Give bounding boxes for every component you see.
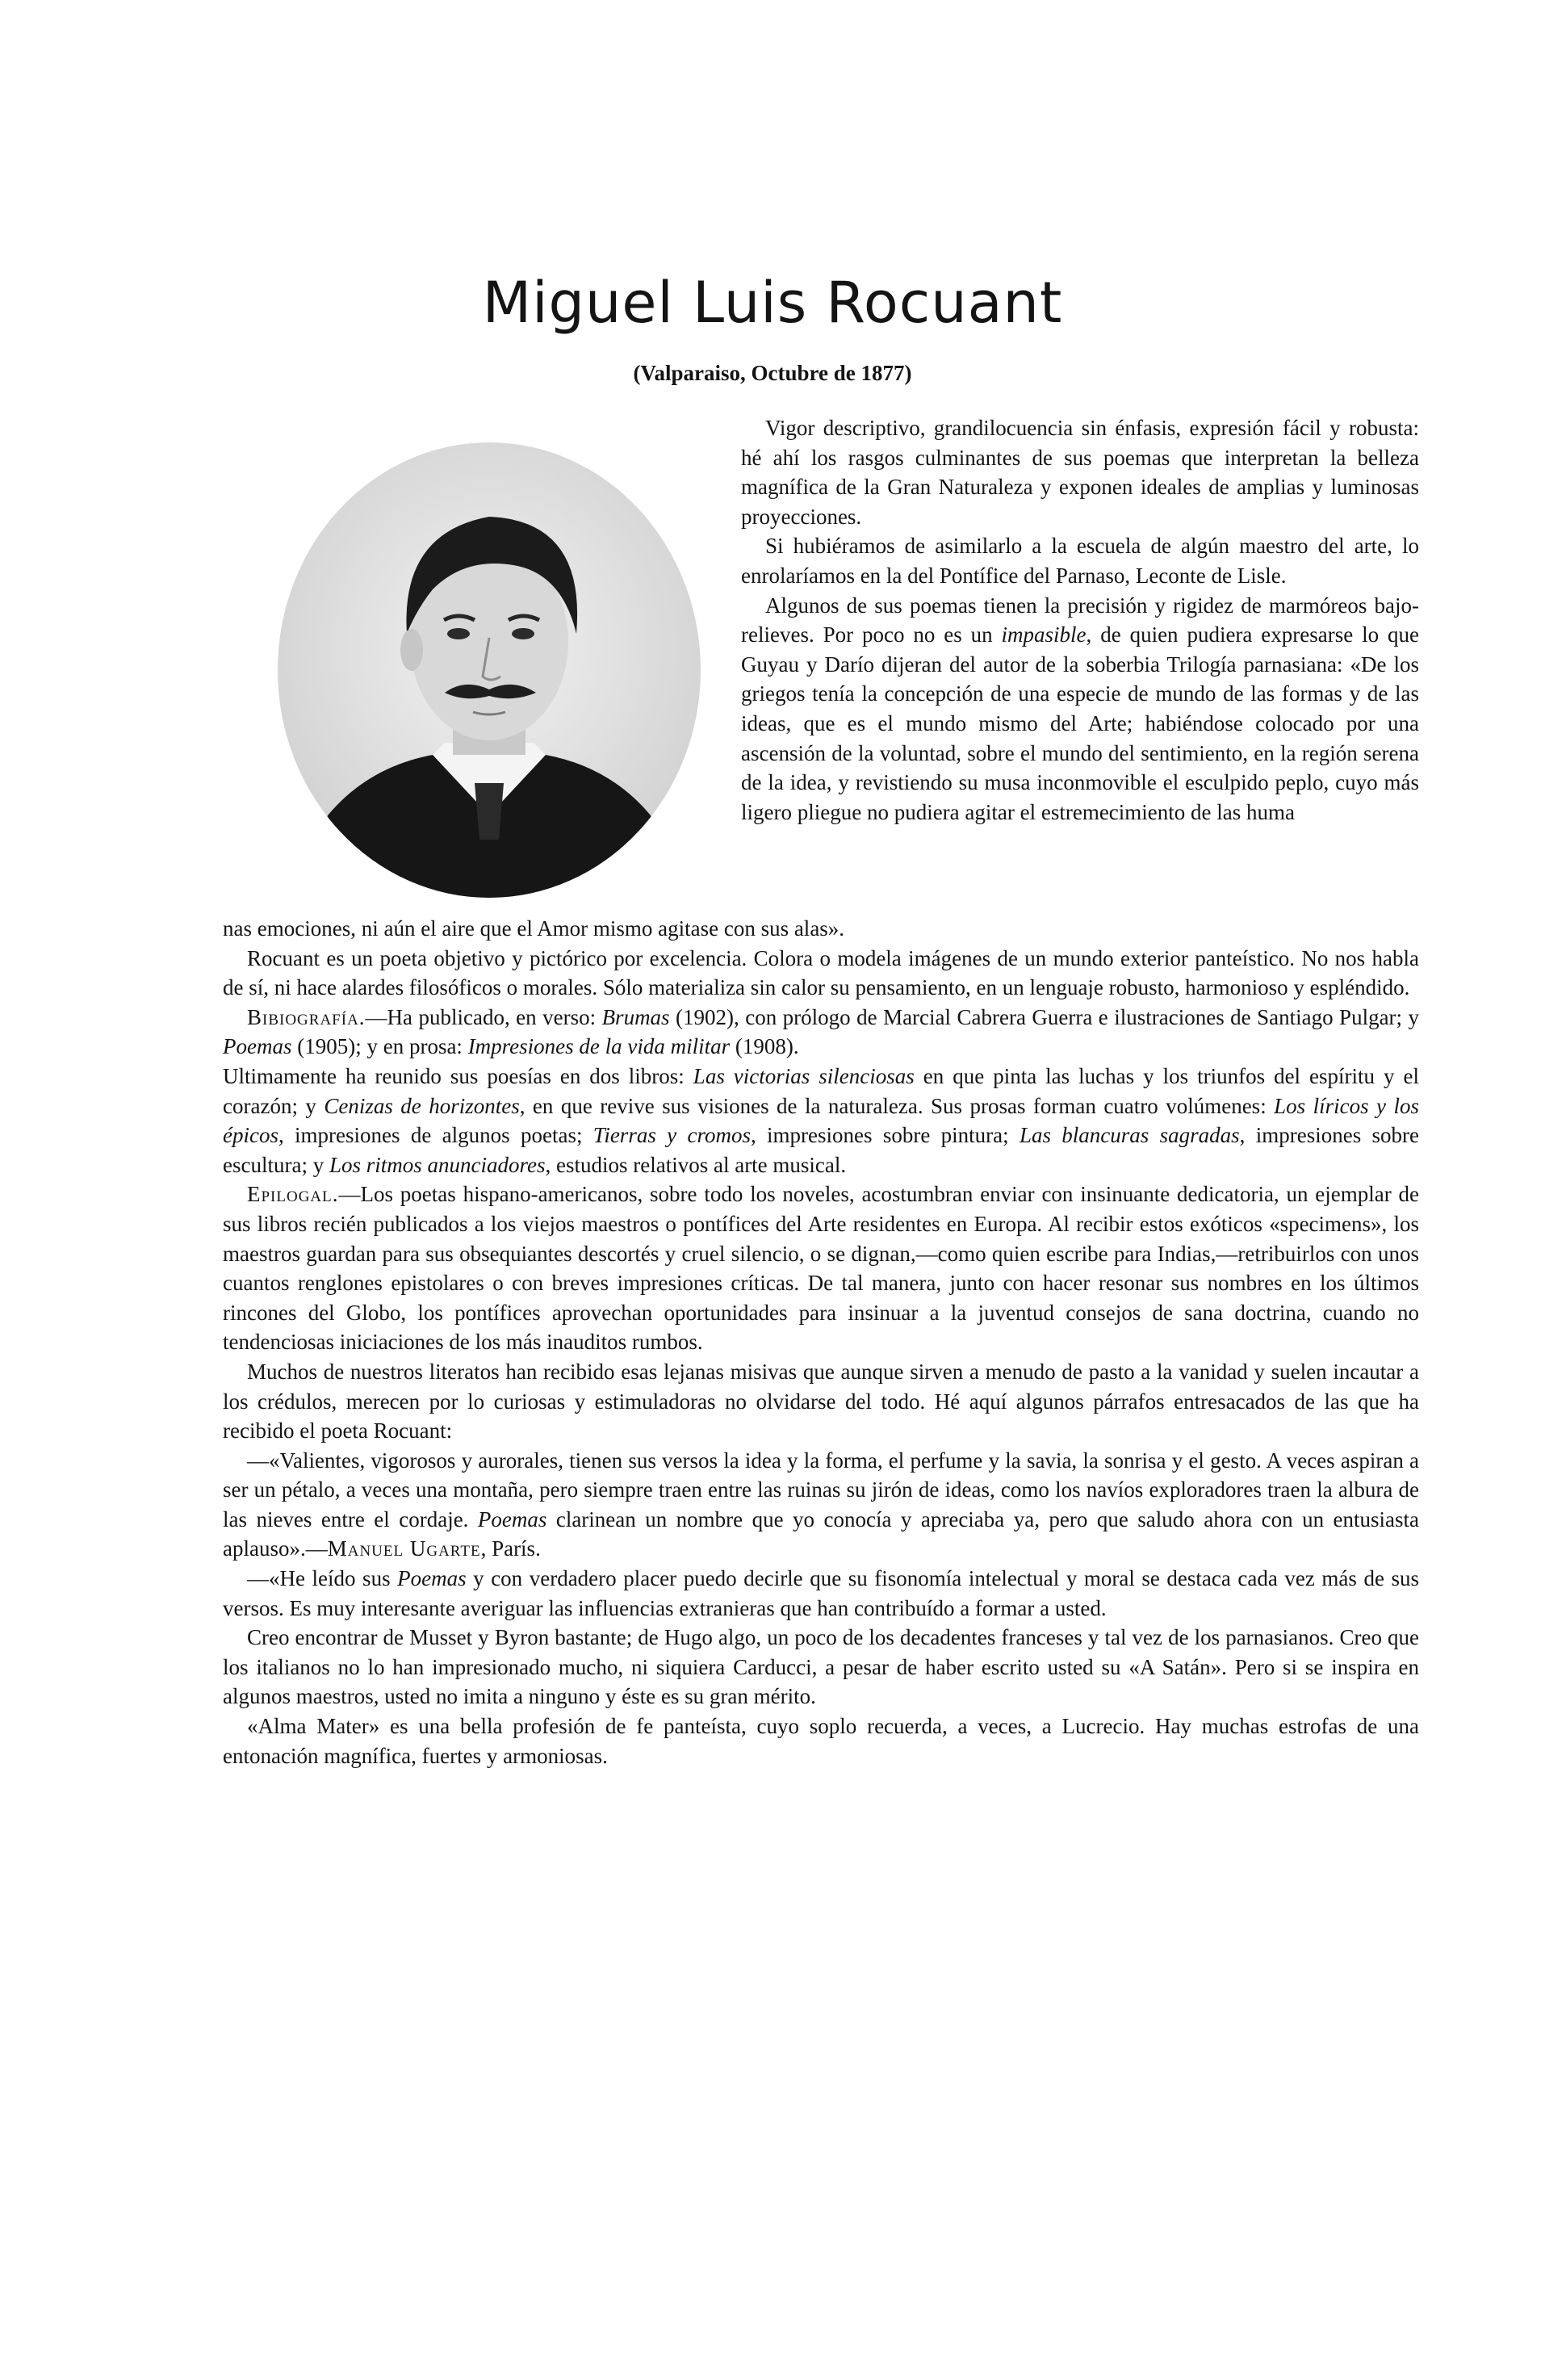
text-run: (1905); y en prosa:: [291, 1034, 468, 1059]
book-title: Los líricos y los épicos: [223, 1093, 1419, 1148]
quote-paragraph: [223, 1446, 1419, 1564]
text-run: , de quien pudiera expresarse lo que Guyau y Darío dijeran del autor de la soberbia Trilogía parnasiana: «De los griegos tenía la concepción de una especie de mundo de las formas y de las ideas, que es el mundo mismo del Arte; habiéndose colocado por una ascensión de la voluntad, sobre el mundo del sentimiento, en la región serena de la idea, y revistiendo su musa inconmovible el esculpido peplo, cuyo más ligero pliegue no pudiera agitar el estremecimiento de las huma: [741, 622, 1419, 824]
book-title: Las blancuras sagradas: [1019, 1123, 1240, 1148]
text-run: —«He leído sus: [247, 1566, 398, 1591]
text-run: , estudios relativos al arte musical.: [545, 1152, 847, 1177]
emphasis-text: impasible: [1001, 622, 1087, 647]
text-run: , en que revive sus visiones de la naturaleza. Sus prosas forman cuatro volúmenes:: [519, 1093, 1275, 1118]
bibliography-paragraph: [223, 1003, 1419, 1062]
page-title: Miguel Luis Rocuant: [482, 270, 1063, 336]
body-paragraph: [223, 1062, 1419, 1180]
text-run: y con verdadero placer puedo decirle que su fisonomía intelectual y moral se destaca cada vez más de sus versos. Es muy interesante averiguar las influencias extranieras que han contribuído a formar a usted.: [223, 1566, 1419, 1620]
section-label: Bibiografía.: [247, 1004, 366, 1029]
intro-paragraph: Si hubiéramos de asimilarlo a la escuela de algún maestro del arte, lo enrolaríamos en la del Pontífice del Parnaso, Leconte de Lisle.: [741, 534, 1419, 588]
quote-paragraph: [223, 1564, 1419, 1623]
text-run: Ultimamente ha reunido sus poesías en dos libros:: [223, 1063, 693, 1088]
quote-paragraph: «Alma Mater» es una bella profesión de fe panteísta, cuyo soplo recuerda, a veces, a Lucrecio. Hay muchas estrofas de una entonación magnífica, fuertes y armoniosas.: [223, 1714, 1419, 1768]
body-paragraph: nas emociones, ni aún el aire que el Amor mismo agitase con sus alas».: [223, 916, 845, 941]
intro-paragraph: [741, 591, 1419, 828]
text-run: , impresiones sobre escultura; y: [223, 1123, 1420, 1177]
section-label: Epilogal.: [247, 1182, 339, 1207]
text-run: —«Valientes, vigorosos y aurorales, tienen sus versos la idea y la forma, el perfume y la savia, la sonrisa y el gesto. A veces aspiran a ser un pétalo, a veces una montaña, pero siempre traen entre las ruinas su jirón de ideas, como los navíos exploradores traen la albura de las nieves entre el cordaje.: [223, 1448, 1419, 1531]
text-run: (1902), con prólogo de Marcial Cabrera Guerra e ilustraciones de Santiago Pulgar; y: [669, 1004, 1420, 1029]
epilogal-paragraph: [223, 1180, 1419, 1357]
text-run: , impresiones de algunos poetas;: [278, 1123, 593, 1148]
book-title: Poemas: [477, 1506, 547, 1531]
text-run: —Ha publicado, en verso:: [365, 1004, 602, 1029]
text-run: , París.: [480, 1536, 541, 1561]
book-title: Poemas: [397, 1566, 467, 1591]
text-run: en que pinta las luchas y los triunfos del espíritu y el corazón; y: [223, 1063, 1419, 1118]
book-title: Tierras y cromos: [592, 1123, 751, 1148]
intro-paragraph: Vigor descriptivo, grandilocuencia sin énfasis, expresión fácil y robusta: hé ahí los rasgos culminantes de sus poemas que interpretan la belleza magnífica de la Gran Naturaleza y exponen ideales de amplias y luminosas proyecciones.: [741, 416, 1419, 529]
page-subtitle: (Valparaiso, Octubre de 1877): [633, 361, 912, 385]
book-title: Cenizas de horizontes: [324, 1093, 520, 1118]
signature: Manuel Ugarte: [327, 1536, 481, 1561]
quote-paragraph: Creo encontrar de Musset y Byron bastante; de Hugo algo, un poco de los decadentes franceses y tal vez de los parnasianos. Creo que los italianos no lo han impresionado mucho, ni siquiera Carducci, a pesar de haber escrito usted su «A Satán». Pero si se inspira en algunos maestros, usted no imita a ninguno y éste es su gran mérito.: [223, 1625, 1419, 1709]
book-title: Los ritmos anunciadores: [329, 1152, 546, 1177]
portrait-image: [271, 436, 707, 904]
book-title: Impresiones de la vida militar: [467, 1034, 731, 1059]
body-paragraph: Muchos de nuestros literatos han recibido esas lejanas misivas que aunque sirven a menudo de pasto a la vanidad y suelen incautar a los crédulos, merecen por lo curiosas y estimuladoras no olvidarse del todo. Hé aquí algunos párrafos entresacados de las que ha recibido el poeta Rocuant:: [223, 1359, 1419, 1444]
text-run: , impresiones sobre pintura;: [750, 1123, 1020, 1148]
body-paragraph: Rocuant es un poeta objetivo y pictórico por excelencia. Colora o modela imágenes de un mundo exterior panteístico. No nos habla de sí, ni hace alardes filosóficos o morales. Sólo materializa sin calor su pensamiento, en un lenguaje robusto, harmonioso y espléndido.: [223, 945, 1419, 1000]
body-text: [223, 914, 1419, 1770]
intro-column: [741, 413, 1419, 827]
text-run: clarinean un nombre que yo conocía y apreciaba ya, pero que saludo ahora con un entusiasta aplauso».—: [223, 1506, 1420, 1561]
text-run: —Los poetas hispano-americanos, sobre todo los noveles, acostumbran enviar con insinuante dedicatoria, un ejemplar de sus libros recién publicados a los viejos maestros o pontífices del Arte residentes en Europa. Al recibir estos exóticos «specimens», los maestros guardan para sus obsequiantes descortés y cruel silencio, o se dignan,—como quien escribe para Indias,—retribuirlos con unos cuantos renglones epistolares o con breves impresiones críticas. De tal manera, junto con hacer resonar sus nombres en los últimos rincones del Globo, los pontífices aprovechan oportunidades para insinuar a la juventud consejos de sana doctrina, cuando no tendenciosas iniciaciones de los más inauditos rumbos.: [223, 1182, 1419, 1355]
book-title: Poemas: [223, 1034, 292, 1059]
book-title: Brumas: [601, 1004, 670, 1029]
book-title: Las victorias silenciosas: [693, 1063, 915, 1088]
text-run: (1908).: [730, 1034, 799, 1059]
text-run: Algunos de sus poemas tienen la precisión y rigidez de marmóreos bajo-relieves. Por poco no es un: [741, 593, 1419, 647]
